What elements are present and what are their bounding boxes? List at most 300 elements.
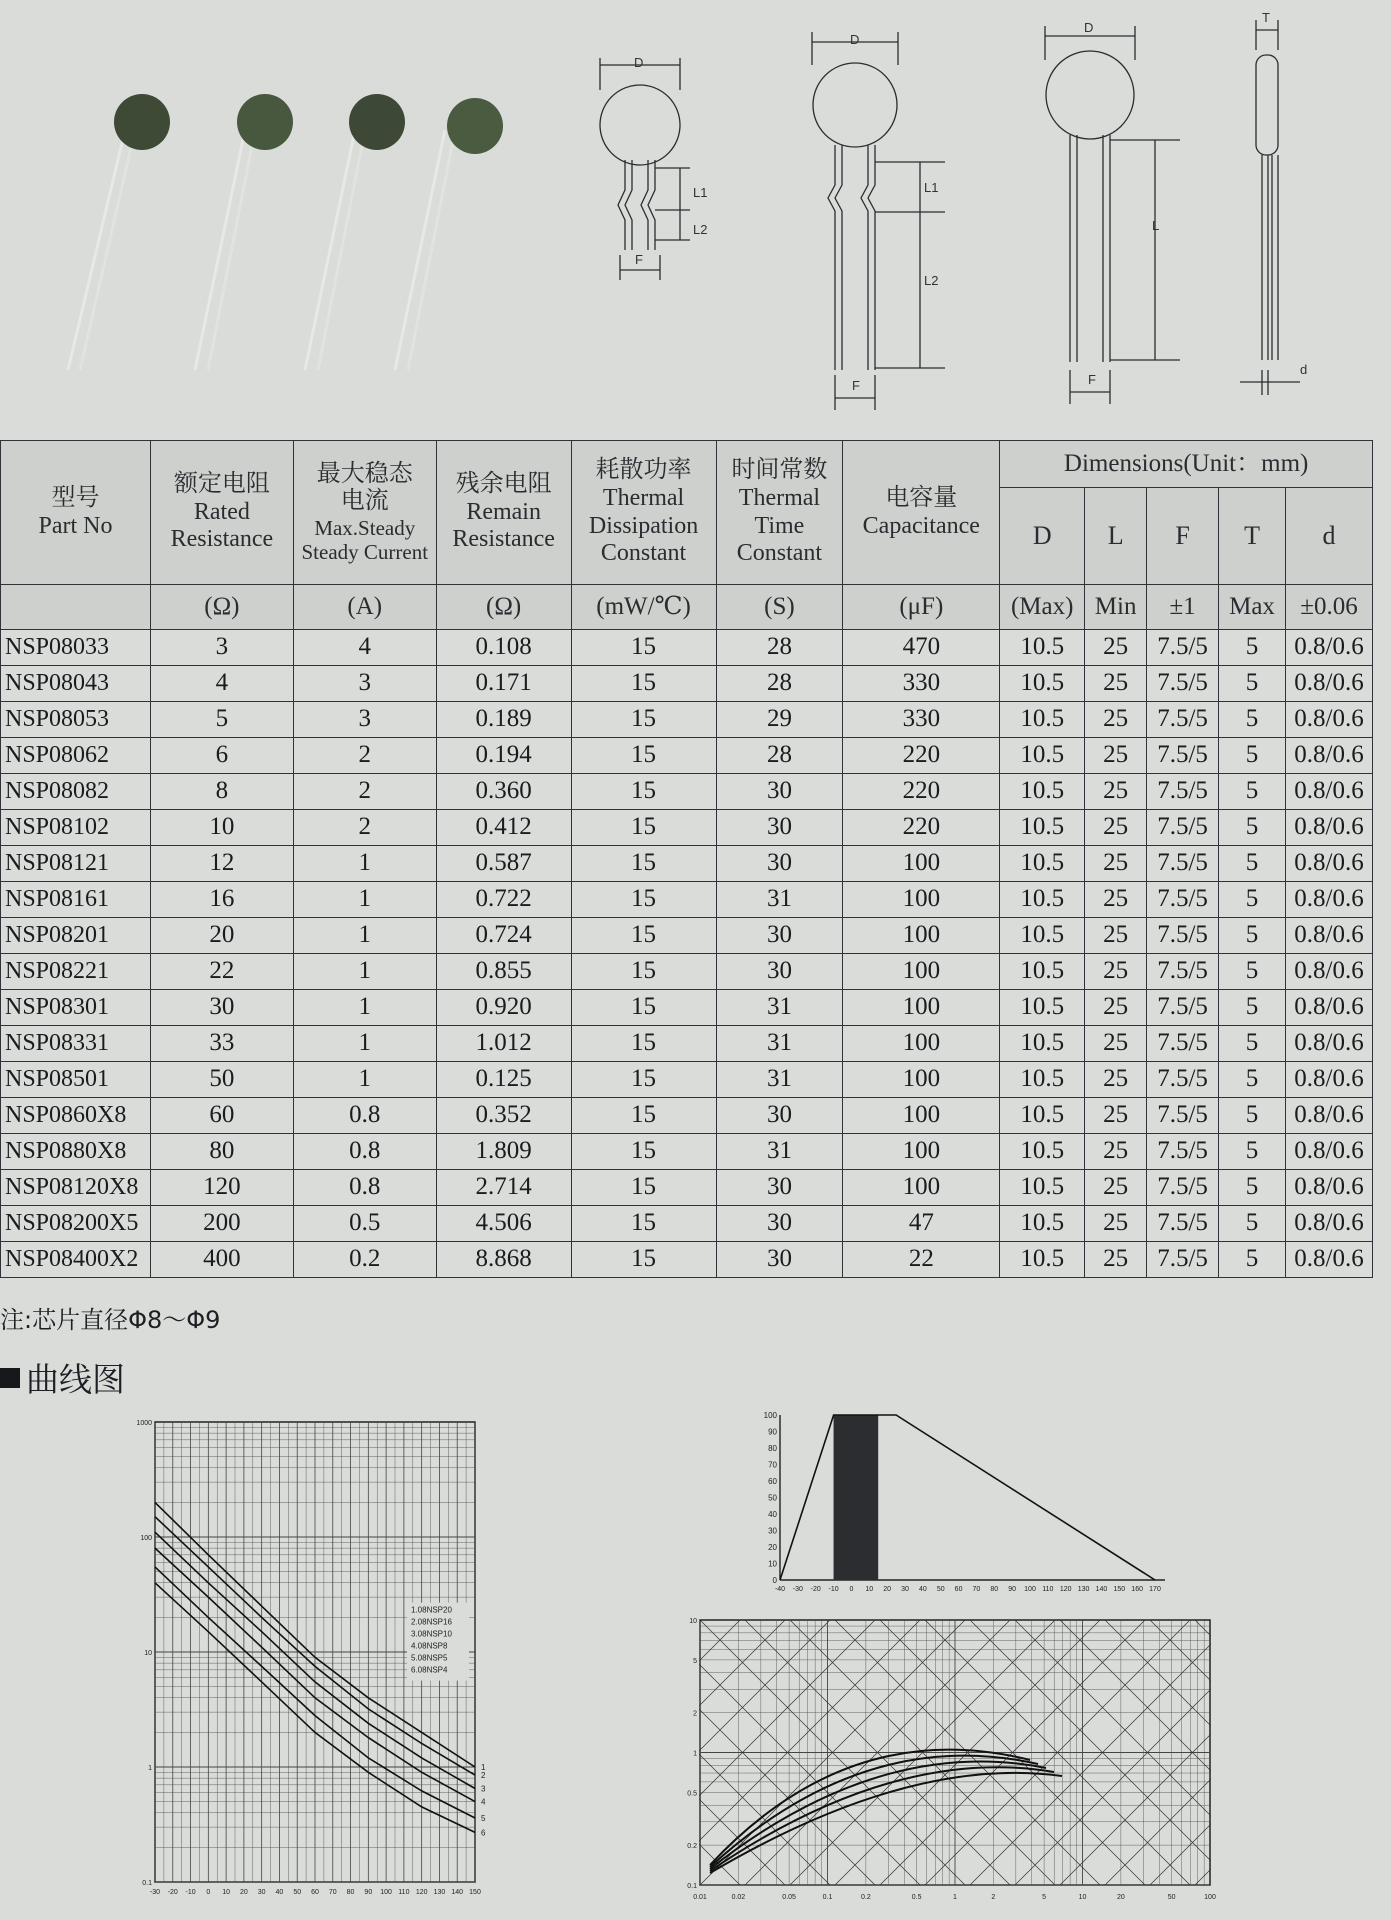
dim-label-L-3: L bbox=[1152, 218, 1160, 233]
x-tick-label: 90 bbox=[364, 1889, 373, 1896]
header-part-no-cn: 型号 bbox=[51, 484, 100, 511]
header-part-no bbox=[1, 441, 151, 585]
x-tick-label: 130 bbox=[433, 1889, 446, 1896]
table-cell: 50 bbox=[150, 1062, 293, 1098]
x-tick-label: 5 bbox=[1042, 1894, 1047, 1901]
header-current-en1: Max.Steady bbox=[314, 515, 416, 540]
series-end-label: 4 bbox=[481, 1797, 486, 1807]
header-part-no-en: Part No bbox=[38, 512, 113, 539]
unit-dim-D: (Max) bbox=[1000, 585, 1085, 630]
characteristic-curve bbox=[710, 1767, 1054, 1871]
header-cap-cn: 电容量 bbox=[885, 484, 958, 511]
curve-section-title bbox=[0, 1354, 125, 1401]
table-cell: 10.5 bbox=[1000, 1206, 1085, 1242]
table-cell: 100 bbox=[843, 1098, 1000, 1134]
header-current-cn1: 最大稳态 bbox=[316, 460, 413, 487]
x-tick-label: 30 bbox=[257, 1889, 266, 1896]
table-cell: 220 bbox=[843, 738, 1000, 774]
table-cell: 31 bbox=[716, 1062, 843, 1098]
header-remain-en2: Resistance bbox=[452, 526, 555, 553]
table-cell: 15 bbox=[571, 810, 716, 846]
table-cell: 7.5/5 bbox=[1147, 1026, 1219, 1062]
table-cell: 7.5/5 bbox=[1147, 882, 1219, 918]
x-tick-label: 70 bbox=[328, 1889, 337, 1896]
table-cell: 25 bbox=[1085, 738, 1147, 774]
table-cell: 10.5 bbox=[1000, 1026, 1085, 1062]
table-cell: 15 bbox=[571, 738, 716, 774]
table-cell: 25 bbox=[1085, 1062, 1147, 1098]
part-number-cell: NSP0880X8 bbox=[1, 1134, 151, 1170]
table-cell: 1.012 bbox=[436, 1026, 571, 1062]
header-dimensions: Dimensions(Unit：mm) bbox=[1000, 441, 1373, 488]
table-cell: 10 bbox=[150, 810, 293, 846]
table-cell: 6 bbox=[150, 738, 293, 774]
outline-straight-lead bbox=[1045, 26, 1180, 404]
x-tick-label: 40 bbox=[918, 1586, 927, 1593]
loglog-chart bbox=[670, 1612, 1230, 1912]
table-cell: 220 bbox=[843, 774, 1000, 810]
table-cell: 10.5 bbox=[1000, 846, 1085, 882]
y-tick-label: 90 bbox=[768, 1427, 777, 1437]
table-cell: 0.352 bbox=[436, 1098, 571, 1134]
unit-current: (A) bbox=[293, 585, 436, 630]
table-cell: 30 bbox=[716, 846, 843, 882]
table-cell: 7.5/5 bbox=[1147, 990, 1219, 1026]
table-cell: 1 bbox=[293, 1062, 436, 1098]
part-number-cell: NSP08033 bbox=[1, 630, 151, 666]
table-cell: 1 bbox=[293, 882, 436, 918]
x-tick-label: 10 bbox=[865, 1586, 874, 1593]
part-number-cell: NSP08043 bbox=[1, 666, 151, 702]
table-cell: 10.5 bbox=[1000, 666, 1085, 702]
x-tick-label: -10 bbox=[828, 1586, 839, 1593]
table-cell: 2 bbox=[293, 738, 436, 774]
x-tick-label: 60 bbox=[954, 1586, 963, 1593]
unit-rated: (Ω) bbox=[150, 585, 293, 630]
table-cell: 100 bbox=[843, 954, 1000, 990]
table-row bbox=[1, 918, 1373, 954]
header-time-constant bbox=[716, 441, 843, 585]
header-max-current bbox=[293, 441, 436, 585]
table-cell: 7.5/5 bbox=[1147, 918, 1219, 954]
header-dissip-en2: Dissipation bbox=[588, 512, 699, 539]
y-tick-label: 100 bbox=[140, 1535, 152, 1542]
table-cell: 16 bbox=[150, 882, 293, 918]
table-cell: 31 bbox=[716, 882, 843, 918]
table-cell: 5 bbox=[1219, 738, 1286, 774]
table-cell: 0.8/0.6 bbox=[1285, 630, 1372, 666]
table-cell: 10.5 bbox=[1000, 990, 1085, 1026]
table-cell: 15 bbox=[571, 846, 716, 882]
table-cell: 5 bbox=[1219, 1062, 1286, 1098]
x-tick-label: 110 bbox=[398, 1889, 410, 1896]
dim-label-L2-1: L2 bbox=[693, 222, 708, 237]
clip-right bbox=[1211, 1618, 1230, 1889]
table-cell: 0.587 bbox=[436, 846, 571, 882]
table-cell: 30 bbox=[716, 1206, 843, 1242]
y-tick-label: 80 bbox=[768, 1444, 777, 1453]
part-number-cell: NSP08082 bbox=[1, 774, 151, 810]
x-tick-label: 90 bbox=[1008, 1586, 1017, 1593]
table-cell: 25 bbox=[1085, 882, 1147, 918]
outline-side-view bbox=[1240, 20, 1300, 395]
dim-label-L2-2: L2 bbox=[924, 273, 939, 288]
dim-label-d-4: d bbox=[1300, 362, 1308, 377]
table-cell: 7.5/5 bbox=[1147, 1242, 1219, 1278]
table-cell: 15 bbox=[571, 882, 716, 918]
table-cell: 25 bbox=[1085, 990, 1147, 1026]
table-cell: 5 bbox=[1219, 918, 1286, 954]
table-cell: 7.5/5 bbox=[1147, 846, 1219, 882]
table-row bbox=[1, 810, 1373, 846]
table-cell: 100 bbox=[843, 918, 1000, 954]
table-cell: 25 bbox=[1085, 918, 1147, 954]
x-tick-label: 100 bbox=[1204, 1894, 1216, 1901]
y-tick-label: 10 bbox=[144, 1650, 152, 1657]
table-cell: 30 bbox=[716, 954, 843, 990]
y-tick-label: 0.5 bbox=[687, 1790, 697, 1798]
x-tick-label: 50 bbox=[1167, 1894, 1176, 1901]
x-tick-label: 140 bbox=[1095, 1586, 1108, 1593]
table-cell: 15 bbox=[571, 1206, 716, 1242]
x-tick-label: -30 bbox=[792, 1586, 803, 1593]
table-cell: 30 bbox=[716, 1242, 843, 1278]
table-row bbox=[1, 666, 1373, 702]
table-cell: 80 bbox=[150, 1134, 293, 1170]
dim-label-L1-2: L1 bbox=[924, 180, 939, 195]
thermistor-photo-4 bbox=[395, 98, 503, 370]
table-cell: 31 bbox=[716, 990, 843, 1026]
table-cell: 25 bbox=[1085, 1098, 1147, 1134]
x-tick-label: 50 bbox=[293, 1889, 302, 1896]
table-cell: 5 bbox=[1219, 1206, 1286, 1242]
table-cell: 5 bbox=[1219, 882, 1286, 918]
table-cell: 7.5/5 bbox=[1147, 954, 1219, 990]
table-cell: 15 bbox=[571, 1062, 716, 1098]
table-cell: 10.5 bbox=[1000, 918, 1085, 954]
table-cell: 0.8 bbox=[293, 1098, 436, 1134]
table-cell: 1 bbox=[293, 846, 436, 882]
table-cell: 3 bbox=[293, 702, 436, 738]
x-tick-label: 2 bbox=[991, 1894, 996, 1901]
x-tick-label: 120 bbox=[1059, 1586, 1072, 1593]
table-cell: 0.8/0.6 bbox=[1285, 774, 1372, 810]
table-cell: 0.8/0.6 bbox=[1285, 990, 1372, 1026]
header-dim-D: D bbox=[1000, 488, 1085, 585]
table-row bbox=[1, 1206, 1373, 1242]
table-cell: 15 bbox=[571, 954, 716, 990]
y-tick-label: 50 bbox=[768, 1493, 777, 1503]
y-tick-label: 2 bbox=[693, 1710, 697, 1718]
table-cell: 0.8/0.6 bbox=[1285, 882, 1372, 918]
table-cell: 7.5/5 bbox=[1147, 630, 1219, 666]
table-cell: 33 bbox=[150, 1026, 293, 1062]
legend-entry: 6.08NSP4 bbox=[411, 1665, 448, 1675]
x-tick-label: 120 bbox=[415, 1889, 428, 1896]
table-cell: 2 bbox=[293, 774, 436, 810]
table-cell: 7.5/5 bbox=[1147, 738, 1219, 774]
table-cell: 0.171 bbox=[436, 666, 571, 702]
table-row bbox=[1, 1062, 1373, 1098]
table-cell: 30 bbox=[716, 1170, 843, 1206]
table-cell: 7.5/5 bbox=[1147, 1170, 1219, 1206]
y-tick-label: 70 bbox=[768, 1460, 777, 1470]
dim-label-T-4: T bbox=[1262, 10, 1270, 25]
table-cell: 5 bbox=[1219, 810, 1286, 846]
table-cell: 0.8/0.6 bbox=[1285, 1062, 1372, 1098]
table-cell: 1.809 bbox=[436, 1134, 571, 1170]
table-cell: 25 bbox=[1085, 630, 1147, 666]
table-cell: 0.855 bbox=[436, 954, 571, 990]
table-cell: 5 bbox=[1219, 666, 1286, 702]
table-cell: 15 bbox=[571, 702, 716, 738]
table-cell: 7.5/5 bbox=[1147, 1098, 1219, 1134]
table-cell: 25 bbox=[1085, 666, 1147, 702]
table-cell: 0.8/0.6 bbox=[1285, 738, 1372, 774]
thermistor-photo-3 bbox=[305, 94, 405, 370]
table-cell: 15 bbox=[571, 1170, 716, 1206]
x-tick-label: -10 bbox=[185, 1889, 196, 1896]
table-cell: 10.5 bbox=[1000, 1098, 1085, 1134]
table-cell: 25 bbox=[1085, 1170, 1147, 1206]
header-current-en2: Steady Current bbox=[301, 540, 429, 565]
table-cell: 15 bbox=[571, 1098, 716, 1134]
y-tick-label: 0.1 bbox=[687, 1883, 697, 1890]
x-tick-label: 10 bbox=[222, 1889, 231, 1896]
x-tick-label: -30 bbox=[149, 1889, 161, 1896]
header-rated-resistance bbox=[150, 441, 293, 585]
spec-table-body bbox=[1, 630, 1373, 1278]
table-cell: 5 bbox=[1219, 1242, 1286, 1278]
y-tick-label: 60 bbox=[768, 1477, 777, 1486]
table-cell: 100 bbox=[843, 1026, 1000, 1062]
legend-entry: 2.08NSP16 bbox=[411, 1617, 452, 1627]
table-cell: 100 bbox=[843, 1134, 1000, 1170]
table-cell: 0.724 bbox=[436, 918, 571, 954]
table-cell: 330 bbox=[843, 702, 1000, 738]
table-cell: 25 bbox=[1085, 810, 1147, 846]
table-cell: 10.5 bbox=[1000, 774, 1085, 810]
table-cell: 0.8/0.6 bbox=[1285, 918, 1372, 954]
x-tick-label: 20 bbox=[239, 1889, 248, 1896]
table-cell: 5 bbox=[150, 702, 293, 738]
header-dissip-en3: Constant bbox=[600, 540, 687, 567]
table-cell: 5 bbox=[1219, 846, 1286, 882]
spec-table bbox=[0, 440, 1373, 1278]
dim-label-D-3: D bbox=[1084, 20, 1094, 35]
product-photos bbox=[40, 80, 540, 380]
thermistor-photo-1 bbox=[68, 94, 170, 370]
table-cell: 5 bbox=[1219, 1098, 1286, 1134]
table-cell: 100 bbox=[843, 882, 1000, 918]
header-dissip-en1: Thermal bbox=[602, 484, 685, 511]
header-current-cn2: 电流 bbox=[340, 488, 389, 515]
y-tick-label: 100 bbox=[763, 1411, 777, 1420]
series-end-label: 6 bbox=[481, 1828, 486, 1838]
x-tick-label: 40 bbox=[275, 1889, 284, 1896]
table-cell: 0.2 bbox=[293, 1242, 436, 1278]
x-tick-label: -40 bbox=[774, 1586, 786, 1593]
header-time-en3: Constant bbox=[736, 540, 823, 567]
x-tick-label: 0.2 bbox=[861, 1894, 871, 1901]
y-tick-label: 20 bbox=[768, 1543, 777, 1552]
table-cell: 1 bbox=[293, 990, 436, 1026]
table-cell: 30 bbox=[150, 990, 293, 1026]
table-cell: 0.8/0.6 bbox=[1285, 1134, 1372, 1170]
outline-kinked-short bbox=[600, 58, 690, 280]
table-cell: 22 bbox=[150, 954, 293, 990]
x-tick-label: 160 bbox=[1131, 1586, 1143, 1593]
legend-entry: 3.08NSP10 bbox=[411, 1629, 452, 1639]
table-cell: 0.920 bbox=[436, 990, 571, 1026]
table-cell: 7.5/5 bbox=[1147, 702, 1219, 738]
table-cell: 100 bbox=[843, 1170, 1000, 1206]
table-cell: 0.8/0.6 bbox=[1285, 1026, 1372, 1062]
table-cell: 1 bbox=[293, 1026, 436, 1062]
table-cell: 28 bbox=[716, 630, 843, 666]
outline-kinked-long bbox=[812, 32, 945, 410]
x-tick-label: 30 bbox=[901, 1586, 909, 1593]
table-cell: 0.8/0.6 bbox=[1285, 1242, 1372, 1278]
table-row bbox=[1, 846, 1373, 882]
series-end-label: 5 bbox=[481, 1814, 486, 1824]
x-tick-label: 70 bbox=[972, 1586, 981, 1593]
x-tick-label: 80 bbox=[346, 1889, 355, 1896]
header-dim-d: d bbox=[1285, 488, 1372, 585]
table-cell: 400 bbox=[150, 1242, 293, 1278]
chip-diameter-note: 注:芯片直径Φ8～Φ9 bbox=[0, 1306, 221, 1334]
header-rated-en2: Resistance bbox=[170, 526, 274, 553]
table-cell: 220 bbox=[843, 810, 1000, 846]
part-number-cell: NSP08301 bbox=[1, 990, 151, 1026]
table-cell: 4.506 bbox=[436, 1206, 571, 1242]
table-row bbox=[1, 954, 1373, 990]
table-cell: 60 bbox=[150, 1098, 293, 1134]
table-cell: 15 bbox=[571, 990, 716, 1026]
rated-band bbox=[834, 1415, 879, 1580]
table-cell: 0.360 bbox=[436, 774, 571, 810]
table-cell: 5 bbox=[1219, 702, 1286, 738]
part-number-cell: NSP08053 bbox=[1, 702, 151, 738]
header-rated-en1: Rated bbox=[193, 498, 250, 525]
y-tick-label: 10 bbox=[768, 1559, 777, 1569]
table-cell: 7.5/5 bbox=[1147, 1206, 1219, 1242]
table-cell: 10.5 bbox=[1000, 702, 1085, 738]
table-row bbox=[1, 990, 1373, 1026]
table-cell: 7.5/5 bbox=[1147, 1134, 1219, 1170]
table-cell: 20 bbox=[150, 918, 293, 954]
y-tick-label: 30 bbox=[768, 1526, 777, 1536]
dim-label-F-3: F bbox=[1088, 372, 1096, 387]
table-row bbox=[1, 774, 1373, 810]
part-number-cell: NSP08102 bbox=[1, 810, 151, 846]
table-cell: 47 bbox=[843, 1206, 1000, 1242]
table-cell: 31 bbox=[716, 1134, 843, 1170]
x-tick-label: 170 bbox=[1149, 1586, 1161, 1593]
thermistor-photo-2 bbox=[195, 94, 293, 370]
unit-time: (S) bbox=[716, 585, 843, 630]
table-cell: 10.5 bbox=[1000, 882, 1085, 918]
table-row bbox=[1, 630, 1373, 666]
table-cell: 8 bbox=[150, 774, 293, 810]
table-cell: 0.722 bbox=[436, 882, 571, 918]
table-cell: 30 bbox=[716, 810, 843, 846]
part-number-cell: NSP08062 bbox=[1, 738, 151, 774]
header-dim-T: T bbox=[1219, 488, 1286, 585]
table-cell: 2.714 bbox=[436, 1170, 571, 1206]
table-cell: 25 bbox=[1085, 1134, 1147, 1170]
table-cell: 10.5 bbox=[1000, 1170, 1085, 1206]
table-cell: 0.194 bbox=[436, 738, 571, 774]
table-row bbox=[1, 702, 1373, 738]
x-tick-label: 140 bbox=[451, 1889, 464, 1896]
table-cell: 200 bbox=[150, 1206, 293, 1242]
x-tick-label: 50 bbox=[936, 1586, 945, 1593]
table-cell: 12 bbox=[150, 846, 293, 882]
dim-label-F-2: F bbox=[852, 378, 860, 393]
table-row bbox=[1, 1242, 1373, 1278]
legend-entry: 5.08NSP5 bbox=[411, 1653, 448, 1663]
series-end-label: 1 bbox=[481, 1763, 486, 1772]
table-cell: 25 bbox=[1085, 774, 1147, 810]
part-number-cell: NSP08200X5 bbox=[1, 1206, 151, 1242]
table-cell: 5 bbox=[1219, 630, 1286, 666]
part-number-cell: NSP08400X2 bbox=[1, 1242, 151, 1278]
y-tick-label: 40 bbox=[768, 1510, 777, 1519]
x-tick-label: 1 bbox=[953, 1894, 957, 1901]
table-cell: 3 bbox=[150, 630, 293, 666]
characteristic-curve bbox=[710, 1756, 1038, 1867]
dim-label-D-2: D bbox=[850, 32, 860, 47]
unit-remain: (Ω) bbox=[436, 585, 571, 630]
part-number-cell: NSP08501 bbox=[1, 1062, 151, 1098]
x-tick-label: 110 bbox=[1042, 1586, 1054, 1593]
header-time-en1: Thermal bbox=[738, 484, 821, 511]
table-cell: 5 bbox=[1219, 1026, 1286, 1062]
table-cell: 28 bbox=[716, 666, 843, 702]
table-cell: 100 bbox=[843, 846, 1000, 882]
table-cell: 31 bbox=[716, 1026, 843, 1062]
table-cell: 5 bbox=[1219, 1170, 1286, 1206]
x-tick-label: 0.02 bbox=[731, 1894, 746, 1901]
part-number-cell: NSP08221 bbox=[1, 954, 151, 990]
table-cell: 7.5/5 bbox=[1147, 810, 1219, 846]
x-tick-label: 0 bbox=[849, 1586, 854, 1593]
unit-dissipation: (mW/℃) bbox=[571, 585, 716, 630]
table-cell: 30 bbox=[716, 1098, 843, 1134]
table-cell: 0.8/0.6 bbox=[1285, 954, 1372, 990]
table-cell: 0.125 bbox=[436, 1062, 571, 1098]
clip-top bbox=[670, 1612, 1230, 1619]
header-remain-resistance bbox=[436, 441, 571, 585]
y-tick-label: 10 bbox=[689, 1618, 697, 1625]
y-tick-label: 0.1 bbox=[142, 1880, 152, 1887]
derating-chart bbox=[745, 1405, 1175, 1605]
part-number-cell: NSP08120X8 bbox=[1, 1170, 151, 1206]
table-cell: 0.189 bbox=[436, 702, 571, 738]
header-dissip-cn: 耗散功率 bbox=[595, 457, 692, 484]
table-cell: 5 bbox=[1219, 954, 1286, 990]
x-tick-label: 0.5 bbox=[911, 1894, 922, 1901]
header-capacitance bbox=[843, 441, 1000, 585]
table-cell: 7.5/5 bbox=[1147, 774, 1219, 810]
table-cell: 470 bbox=[843, 630, 1000, 666]
table-cell: 10.5 bbox=[1000, 810, 1085, 846]
table-cell: 1 bbox=[293, 954, 436, 990]
table-cell: 25 bbox=[1085, 1242, 1147, 1278]
y-tick-label: 1 bbox=[693, 1750, 697, 1758]
unit-dim-L: Min bbox=[1085, 585, 1147, 630]
